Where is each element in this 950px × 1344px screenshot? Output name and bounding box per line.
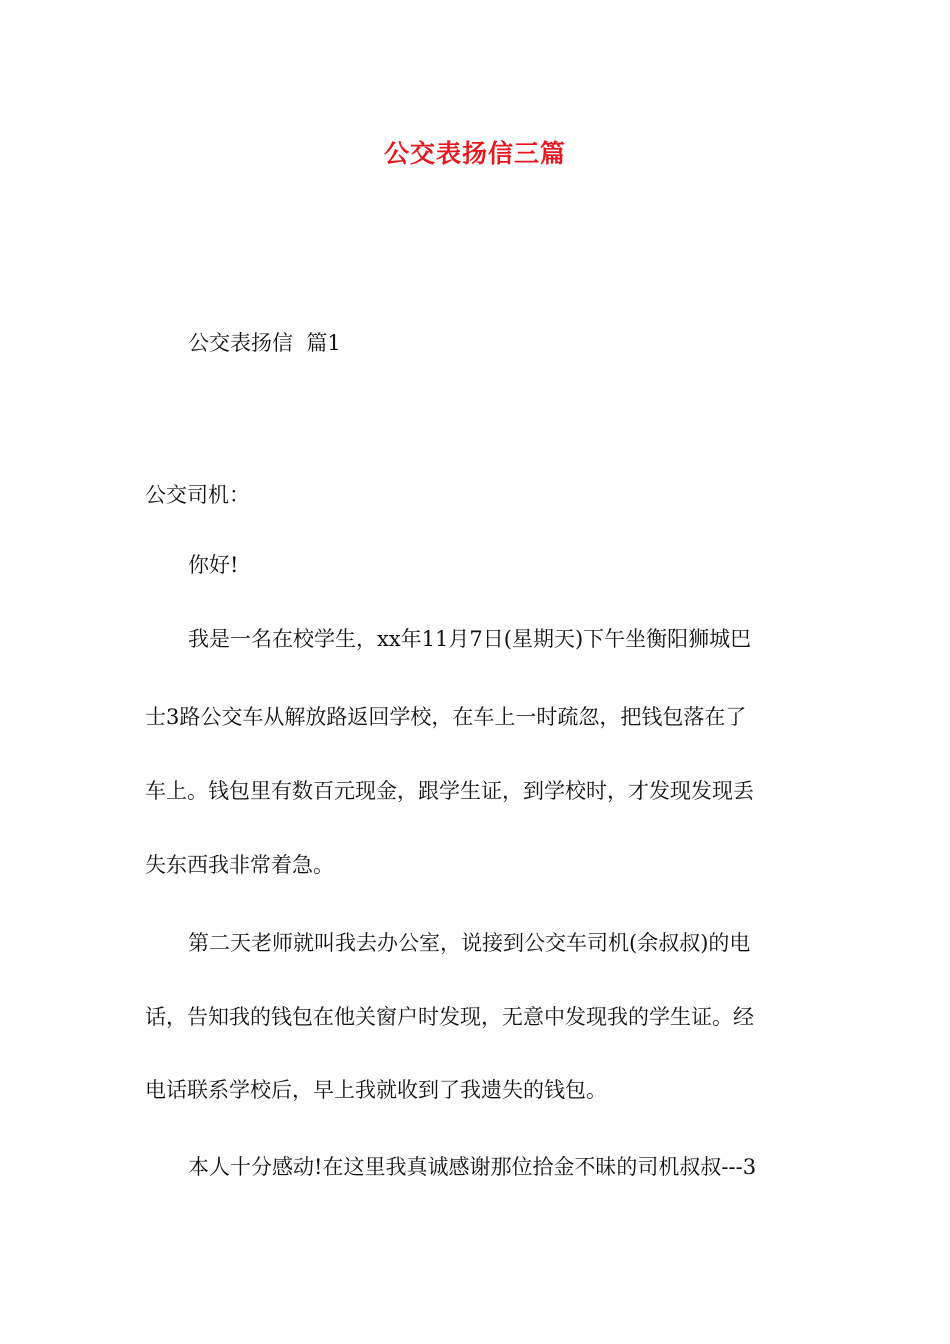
greeting: 你好! bbox=[188, 553, 239, 577]
document-title: 公交表扬信三篇 bbox=[383, 139, 566, 168]
paragraph-line: 失东西我非常着急。 bbox=[145, 853, 334, 877]
paragraph-line: 话，告知我的钱包在他关窗户时发现，无意中发现我的学生证。经 bbox=[145, 1005, 754, 1029]
paragraph-line: 本人十分感动!在这里我真诚感谢那位拾金不昧的司机叔叔---3 bbox=[188, 1155, 757, 1179]
section-heading: 公交表扬信 篇1 bbox=[188, 331, 341, 355]
salutation: 公交司机： bbox=[145, 483, 250, 507]
paragraph-line: 我是一名在校学生，xx年11月7日(星期天)下午坐衡阳狮城巴 bbox=[188, 627, 752, 651]
paragraph-line: 第二天老师就叫我去办公室，说接到公交车司机(余叔叔)的电 bbox=[188, 931, 751, 955]
paragraph-line: 车上。钱包里有数百元现金，跟学生证，到学校时，才发现发现丢 bbox=[145, 779, 754, 803]
paragraph-line: 士3路公交车从解放路返回学校，在车上一时疏忽，把钱包落在了 bbox=[145, 705, 747, 729]
paragraph-line: 电话联系学校后，早上我就收到了我遗失的钱包。 bbox=[145, 1078, 607, 1102]
